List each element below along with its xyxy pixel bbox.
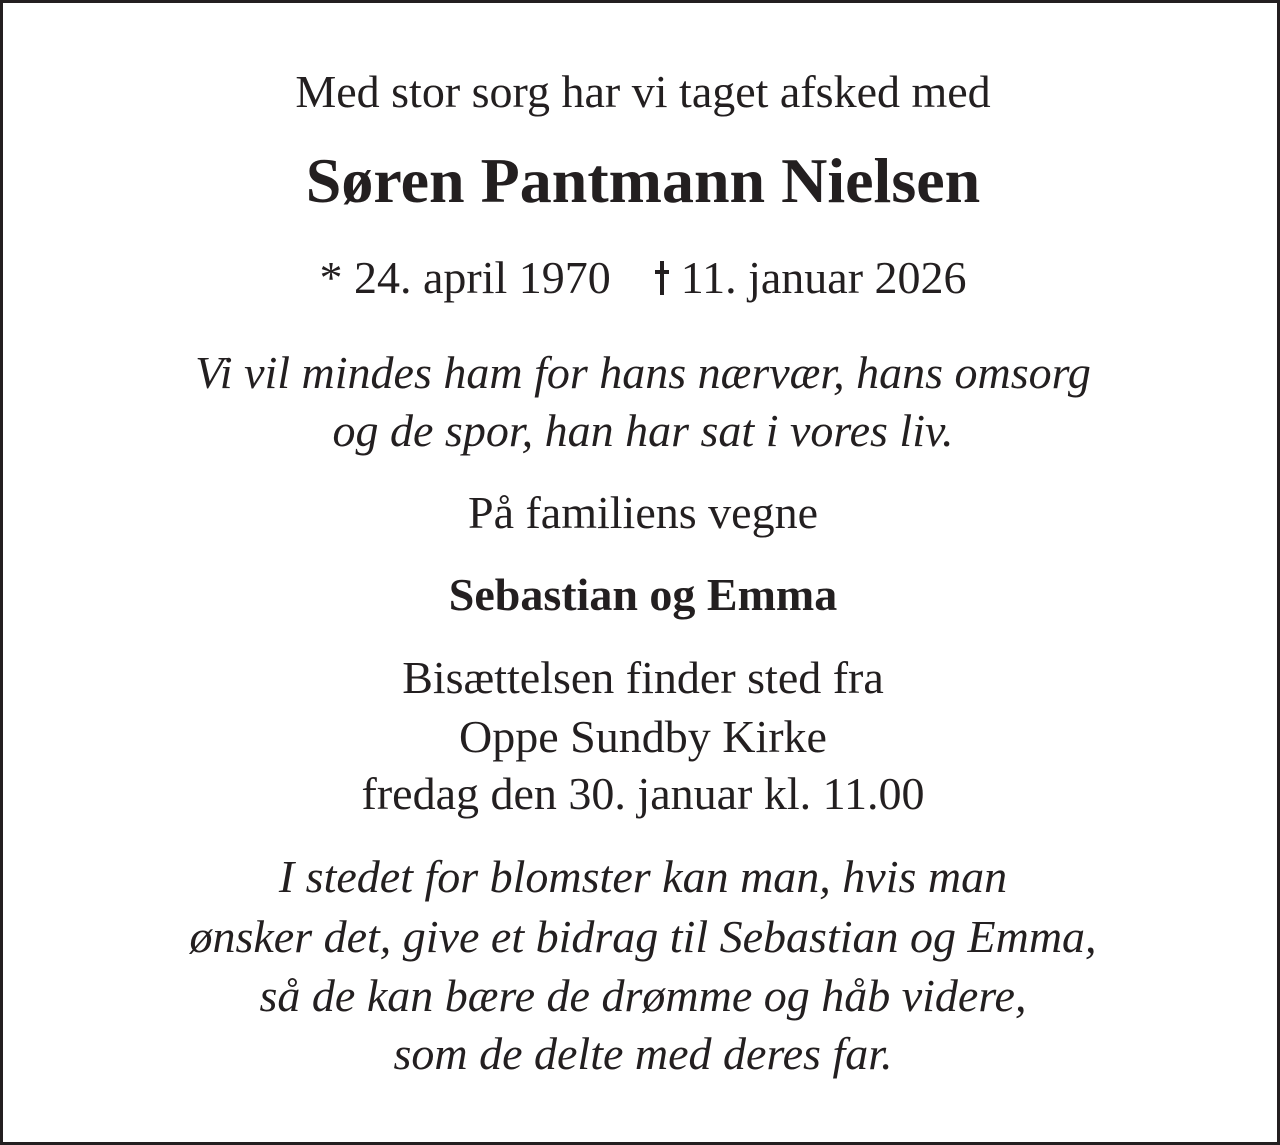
signers: Sebastian og Emma bbox=[448, 569, 838, 620]
contribution-line-4: som de delte med deres far. bbox=[393, 1028, 893, 1079]
memorial-quote-line-1: Vi vil mindes ham for hans nærvær, hans omsorg bbox=[195, 347, 1091, 398]
intro-text: Med stor sorg har vi taget afsked med bbox=[295, 66, 991, 117]
funeral-church: Oppe Sundby Kirke bbox=[459, 711, 827, 762]
cross-icon bbox=[655, 261, 669, 295]
funeral-line-1: Bisættelsen finder sted fra bbox=[402, 652, 884, 703]
birth-date: 24. april 1970 bbox=[353, 252, 611, 303]
life-dates bbox=[3, 252, 1280, 303]
funeral-datetime: fredag den 30. januar kl. 11.00 bbox=[361, 768, 925, 819]
memorial-quote-line-2: og de spor, han har sat i vores liv. bbox=[332, 405, 954, 456]
contribution-line-2: ønsker det, give et bidrag til Sebastian og Emma, bbox=[189, 911, 1097, 962]
deceased-name: Søren Pantmann Nielsen bbox=[305, 145, 981, 216]
death-date: 11. januar 2026 bbox=[680, 252, 967, 303]
contribution-line-1: I stedet for blomster kan man, hvis man bbox=[278, 851, 1008, 902]
birth-symbol: * bbox=[319, 252, 343, 303]
contribution-line-3: så de kan bære de drømme og håb videre, bbox=[259, 970, 1027, 1021]
on-behalf-text: På familiens vegne bbox=[467, 487, 818, 538]
